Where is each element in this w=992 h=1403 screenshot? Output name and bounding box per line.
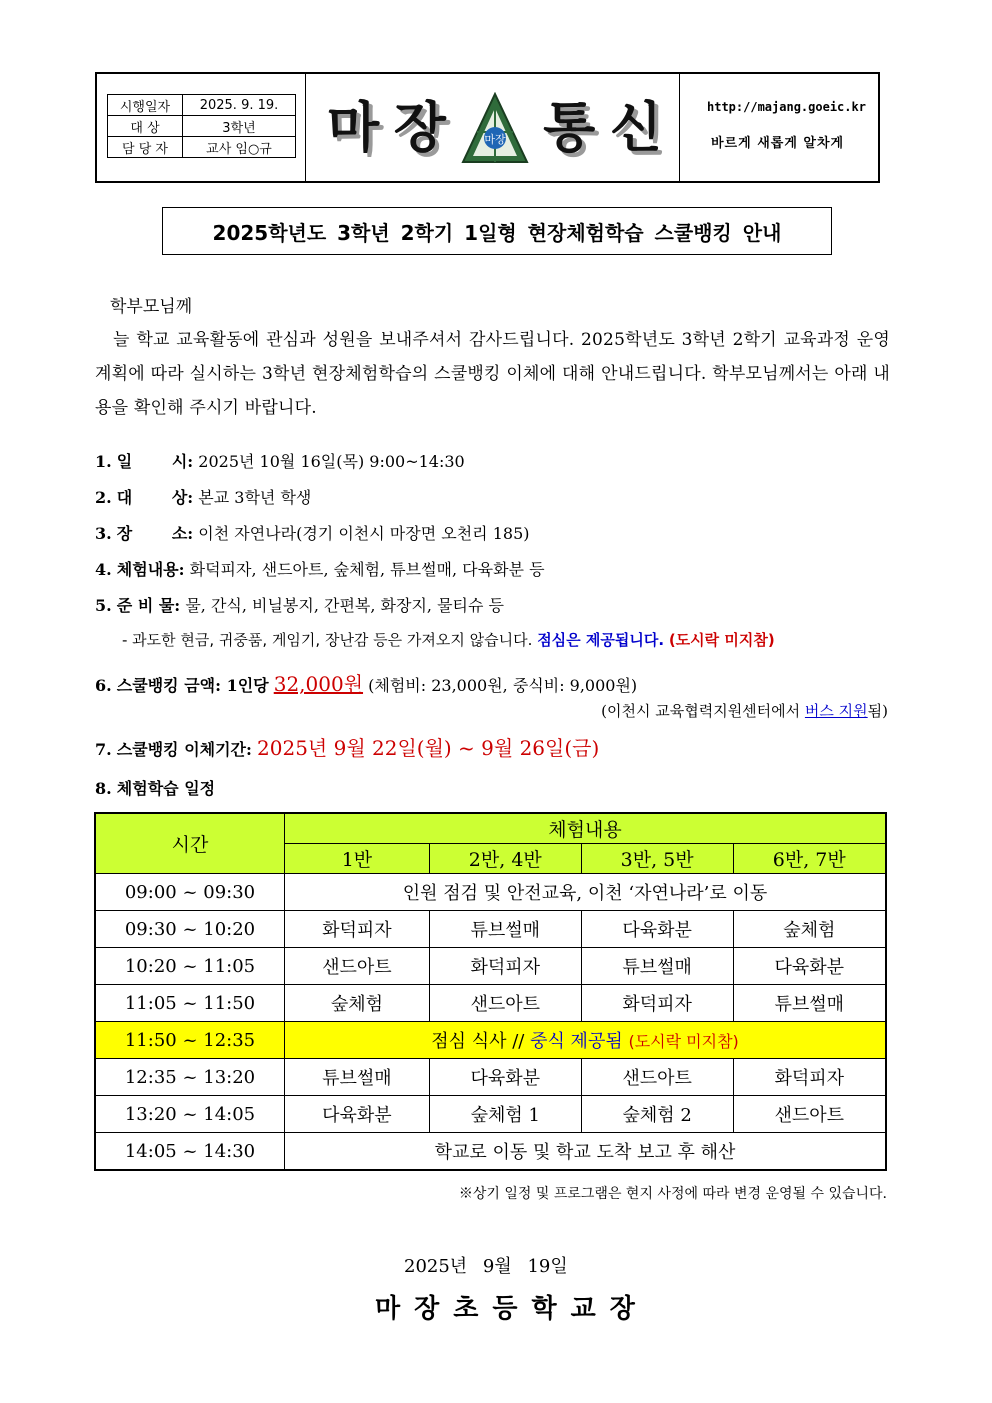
activity-cell: 샌드아트 (581, 1059, 733, 1096)
item-label: 체험학습 일정 (116, 779, 216, 798)
item-content (95, 557, 545, 580)
item-number: 3. (95, 524, 112, 543)
amount-detail: (체험비: 23,000원, 중식비: 9,000원) (368, 676, 638, 695)
activity-cell: 튜브썰매 (285, 1059, 430, 1096)
header-divider (679, 74, 680, 181)
item-label: 대 상: (116, 488, 194, 507)
activity-cell: 샌드아트 (285, 948, 430, 985)
amount-value: 32,000원 (273, 672, 364, 696)
item-text: 화덕피자, 샌드아트, 숲체험, 튜브썰매, 다육화분 등 (189, 560, 545, 579)
intro-paragraph: 늘 학교 교육활동에 관심과 성원을 보내주셔서 감사드립니다. 2025학년도 3학년 2학기 교육과정 운영 계획에 따라 실시하는 3학년 현장체험학습의 스쿨뱅킹 이체에 대해 안내드립니다. 학부모님께서는 아래 내용을 확인해 주시기 바랍니다. (95, 330, 890, 418)
activity-cell: 다육화분 (733, 948, 886, 985)
meta-key: 시행일자 (108, 95, 183, 116)
item-number: 7. (95, 740, 112, 759)
item-label: 일 시: (116, 452, 194, 471)
note-text: - 과도한 현금, 귀중품, 게임기, 장난감 등은 가져오지 않습니다. (122, 631, 533, 649)
item-date (95, 449, 465, 472)
header-box (95, 72, 880, 183)
item-text: 이천 자연나라(경기 이천시 마장면 오천리 185) (198, 524, 530, 543)
item-number: 8. (95, 779, 112, 798)
class-header: 3반, 5반 (581, 844, 733, 874)
activity-cell: 숲체험 (285, 985, 430, 1022)
lunch-provided: 중식 제공됨 (530, 1031, 623, 1052)
activity-cell: 샌드아트 (429, 985, 581, 1022)
merged-cell: 학교로 이동 및 학교 도착 보고 후 해산 (285, 1133, 887, 1171)
greeting: 학부모님께 (110, 297, 193, 317)
masthead-char: 통 (543, 96, 596, 159)
time-cell: 11:50 ~ 12:35 (95, 1022, 285, 1059)
schedule-header-content: 체험내용 (285, 813, 887, 844)
time-cell: 09:00 ~ 09:30 (95, 874, 285, 911)
document-title: 2025학년도 3학년 2학기 1일형 현장체험학습 스쿨뱅킹 안내 (162, 207, 832, 255)
activity-cell: 숲체험 1 (429, 1096, 581, 1133)
bus-note-pre: (이천시 교육협력지원센터에서 (601, 702, 805, 720)
principal-signature: 마장초등학교장 (375, 1294, 649, 1324)
item-schedule-heading (95, 776, 215, 799)
activity-cell: 화덕피자 (581, 985, 733, 1022)
time-cell: 09:30 ~ 10:20 (95, 911, 285, 948)
table-row (95, 1096, 886, 1133)
table-row (95, 948, 886, 985)
merged-cell: 인원 점검 및 안전교육, 이천 ‘자연나라’로 이동 (285, 874, 887, 911)
item-text: 물, 간식, 비닐봉지, 간편복, 화장지, 물티슈 등 (185, 596, 505, 615)
item-label: 스쿨뱅킹 금액: 1인당 (116, 676, 269, 695)
time-cell: 13:20 ~ 14:05 (95, 1096, 285, 1133)
issue-date: 2025년 9월 19일 (404, 1256, 568, 1277)
class-header: 1반 (285, 844, 430, 874)
activity-cell: 튜브썰매 (429, 911, 581, 948)
snack-provided: 점심은 제공됩니다. (537, 631, 665, 649)
activity-cell: 숲체험 2 (581, 1096, 733, 1133)
schedule-table (94, 812, 887, 1171)
meta-value: 3학년 (183, 116, 296, 137)
time-cell: 10:20 ~ 11:05 (95, 948, 285, 985)
time-cell: 14:05 ~ 14:30 (95, 1133, 285, 1171)
transfer-period: 2025년 9월 22일(월) ~ 9월 26일(금) (257, 736, 600, 760)
activity-cell: 숲체험 (733, 911, 886, 948)
meta-value: 2025. 9. 19. (183, 95, 296, 116)
item-period (95, 732, 599, 761)
school-logo-icon (461, 92, 529, 164)
lunch-note: (도시락 미지참) (628, 1032, 739, 1051)
class-header: 6반, 7반 (733, 844, 886, 874)
time-cell: 11:05 ~ 11:50 (95, 985, 285, 1022)
masthead-char: 마 (327, 96, 380, 159)
item-place (95, 521, 530, 544)
school-slogan: 바르게 새롭게 알차게 (711, 136, 845, 151)
logo-text: 마장 (483, 133, 506, 146)
masthead-char: 장 (393, 96, 446, 159)
item-label: 준 비 물: (116, 596, 181, 615)
bus-support-note (601, 700, 888, 721)
item-label: 스쿨뱅킹 이체기간: (116, 740, 252, 759)
lunch-text: 점심 식사 // (431, 1031, 531, 1052)
table-row-lunch (95, 1022, 886, 1059)
activity-cell: 화덕피자 (285, 911, 430, 948)
item-number: 2. (95, 488, 112, 507)
time-cell: 12:35 ~ 13:20 (95, 1059, 285, 1096)
activity-cell: 화덕피자 (429, 948, 581, 985)
item-label: 체험내용: (116, 560, 185, 579)
masthead-char: 신 (609, 96, 662, 159)
meta-key: 담 당 자 (108, 137, 183, 158)
item-number: 4. (95, 560, 112, 579)
bus-support: 버스 지원 (804, 702, 868, 720)
activity-cell: 다육화분 (429, 1059, 581, 1096)
header-divider (305, 74, 306, 181)
table-row (95, 1133, 886, 1171)
schedule-note: ※상기 일정 및 프로그램은 현지 사정에 따라 변경 운영될 수 있습니다. (458, 1186, 887, 1202)
meta-value: 교사 임○규 (183, 137, 296, 158)
item-amount (95, 668, 637, 697)
item-text: 2025년 10월 16일(목) 9:00~14:30 (198, 452, 465, 471)
meta-table (107, 94, 296, 158)
item-supplies (95, 593, 504, 616)
activity-cell: 튜브썰매 (733, 985, 886, 1022)
table-row (95, 1059, 886, 1096)
class-header: 2반, 4반 (429, 844, 581, 874)
item-label: 장 소: (116, 524, 194, 543)
bus-note-post: 됨) (867, 702, 888, 720)
item-text: 본교 3학년 학생 (198, 488, 312, 507)
school-url[interactable]: http://majang.goeic.kr (707, 100, 866, 114)
item-target (95, 485, 311, 508)
activity-cell: 화덕피자 (733, 1059, 886, 1096)
lunchbox-note: (도시락 미지참) (668, 631, 775, 649)
item-number: 1. (95, 452, 112, 471)
item-number: 5. (95, 596, 112, 615)
lunch-cell (285, 1022, 887, 1059)
table-row (95, 874, 886, 911)
schedule-header-time: 시간 (95, 813, 285, 874)
item-supplies-note (122, 629, 775, 650)
table-row (95, 985, 886, 1022)
activity-cell: 튜브썰매 (581, 948, 733, 985)
meta-key: 대 상 (108, 116, 183, 137)
item-number: 6. (95, 676, 112, 695)
table-row (95, 911, 886, 948)
masthead (327, 92, 662, 164)
activity-cell: 샌드아트 (733, 1096, 886, 1133)
activity-cell: 다육화분 (285, 1096, 430, 1133)
activity-cell: 다육화분 (581, 911, 733, 948)
